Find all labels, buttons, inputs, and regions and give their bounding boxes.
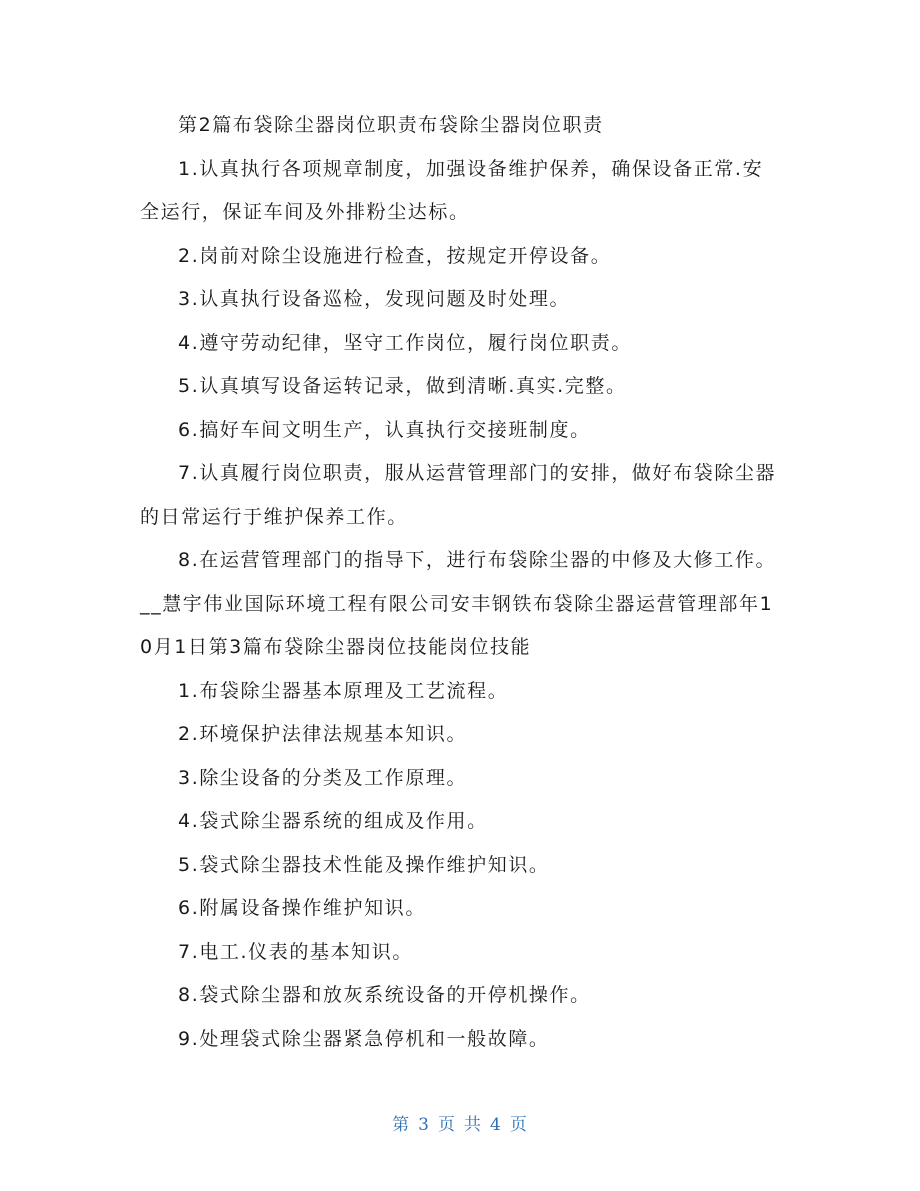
- duty-item-1: 1.认真执行各项规章制度，加强设备维护保养，确保设备正常.安全运行，保证车间及外排粉尘达标。: [140, 157, 764, 223]
- duty-item-2: 2.岗前对除尘设施进行检查，按规定开停设备。: [178, 244, 612, 267]
- duty-item-6: 6.搞好车间文明生产，认真执行交接班制度。: [178, 418, 591, 441]
- section-title-paragraph: 第2篇布袋除尘器岗位职责布袋除尘器岗位职责: [178, 114, 604, 136]
- duty-item-4: 4.遵守劳动纪律，坚守工作岗位，履行岗位职责。: [178, 331, 632, 354]
- footer-page-unit: 页: [438, 1115, 456, 1135]
- skill-item-1: 1.布袋除尘器基本原理及工艺流程。: [178, 679, 509, 702]
- footer-total-label: 共: [464, 1115, 482, 1135]
- footer-current-page: 3: [418, 1115, 430, 1135]
- duty-item-7: 7.认真履行岗位职责，服从运营管理部门的安排，做好布袋除尘器的日常运行于维护保养工作。: [140, 462, 777, 528]
- footer-page-label: 第: [392, 1115, 411, 1135]
- page-footer: [0, 1110, 920, 1135]
- duty-item-5: 5.认真填写设备运转记录，做到清晰.真实.完整。: [178, 375, 627, 397]
- document-body: [140, 104, 780, 1061]
- skill-item-8: 8.袋式除尘器和放灰系统设备的开停机操作。: [178, 984, 591, 1006]
- footer-total-unit: 页: [509, 1115, 528, 1135]
- duty-item-3: 3.认真执行设备巡检，发现问题及时处理。: [178, 288, 571, 310]
- skill-item-4: 4.袋式除尘器系统的组成及作用。: [178, 810, 488, 832]
- skill-item-9: 9.处理袋式除尘器紧急停机和一般故障。: [178, 1027, 550, 1050]
- skill-item-5: 5.袋式除尘器技术性能及操作维护知识。: [178, 853, 550, 876]
- footer-total-pages: 4: [490, 1115, 502, 1135]
- skill-item-7: 7.电工.仪表的基本知识。: [178, 940, 413, 963]
- skill-item-2: 2.环境保护法律法规基本知识。: [178, 723, 468, 745]
- duty-item-8: 8.在运营管理部门的指导下，进行布袋除尘器的中修及大修工作。__慧宇伟业国际环境工程有限公司安丰钢铁布袋除尘器运营管理部年10月1日第3篇布袋除尘器岗位技能岗位技能: [140, 549, 777, 658]
- skill-item-6: 6.附属设备操作维护知识。: [178, 897, 426, 919]
- skill-item-3: 3.除尘设备的分类及工作原理。: [178, 766, 468, 789]
